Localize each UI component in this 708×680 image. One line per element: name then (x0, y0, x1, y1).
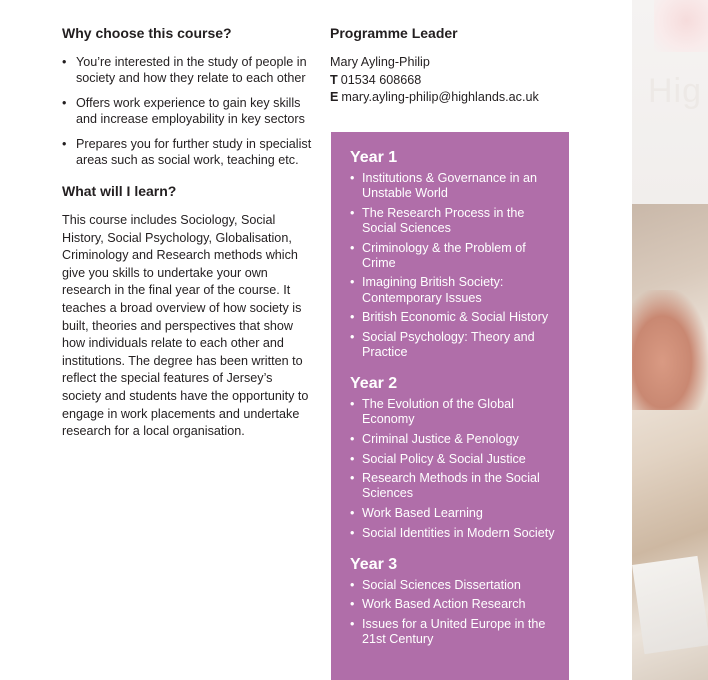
why-item: • You’re interested in the study of people in society and how they relate to each other (62, 54, 312, 86)
year-section-2 (350, 374, 557, 541)
photo-arm (632, 290, 708, 410)
leader-phone-line (330, 72, 570, 90)
module-item: • Work Based Learning (350, 506, 557, 521)
module-item: • The Evolution of the Global Economy (350, 397, 557, 427)
leader-email-line (330, 89, 570, 107)
module-item: • Social Sciences Dissertation (350, 578, 557, 593)
module-item: • Social Psychology: Theory and Practice (350, 330, 557, 360)
phone-label: T (330, 72, 338, 87)
leader-email[interactable]: mary.ayling-philip@highlands.ac.uk (341, 90, 539, 105)
module-item: • The Research Process in the Social Sciences (350, 206, 557, 236)
module-list (350, 397, 557, 541)
why-item: • Prepares you for further study in specialist areas such as social work, teaching etc. (62, 136, 312, 168)
leader-phone: 01534 608668 (340, 72, 422, 87)
module-item: • Criminal Justice & Penology (350, 432, 557, 447)
photo-detail (654, 0, 708, 52)
module-item: • Social Policy & Social Justice (350, 452, 557, 467)
year-section-3 (350, 555, 557, 648)
email-label: E (330, 90, 339, 105)
module-item: • British Economic & Social History (350, 310, 557, 325)
module-item: • Imagining British Society: Contemporary Issues (350, 275, 557, 305)
classroom-photo (632, 0, 708, 680)
photo-paper (632, 556, 708, 654)
module-item: • Issues for a United Europe in the 21st Century (350, 617, 557, 647)
module-list (350, 578, 557, 648)
module-item: • Research Methods in the Social Sciences (350, 471, 557, 501)
photo-background-text: Hig (648, 72, 703, 110)
why-list (62, 54, 312, 168)
module-item: • Institutions & Governance in an Unstable World (350, 171, 557, 201)
learn-heading: What will I learn? (62, 183, 177, 199)
leader-name: Mary Ayling-Philip (330, 55, 430, 69)
modules-panel (331, 132, 569, 680)
module-item: • Social Identities in Modern Society (350, 526, 557, 541)
learn-body: This course includes Sociology, Social History, Social Psychology, Globalisation, Criminology and Research methods which give you skills to undertake your own research in the final year of the course. It teaches a broad overview of how society is built, theories and perspectives that show how individuals relate to each other and institutions. The degree has been written to reflect the special features of Jersey’s society and students have the opportunity to engage in work placements and undertake research for a local organisation. (62, 213, 309, 439)
year-title: Year 1 (350, 149, 398, 166)
year-title: Year 3 (350, 555, 398, 573)
why-item: • Offers work experience to gain key skills and increase employability in key sectors (62, 95, 312, 127)
left-column (62, 24, 312, 441)
module-list (350, 171, 557, 360)
year-title: Year 2 (350, 375, 398, 393)
module-item: • Criminology & the Problem of Crime (350, 241, 557, 271)
why-heading: Why choose this course? (62, 25, 232, 41)
leader-heading: Programme Leader (330, 25, 458, 41)
leader-block (330, 24, 570, 107)
module-item: • Work Based Action Research (350, 597, 557, 612)
year-section-1 (350, 148, 557, 360)
